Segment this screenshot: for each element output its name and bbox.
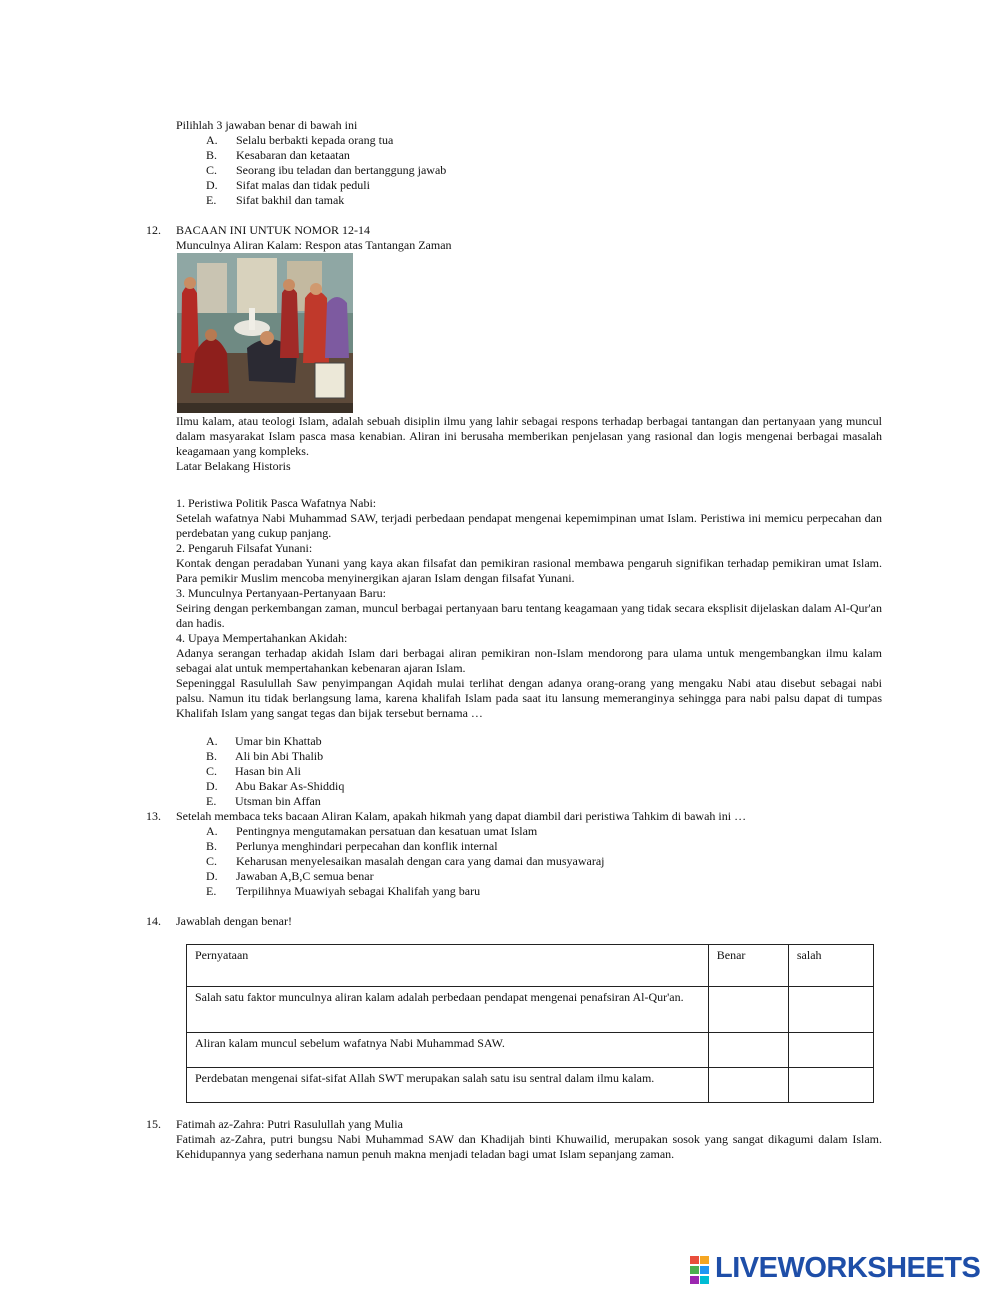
q14-number: 14. — [146, 914, 161, 928]
q14-question: Jawablah dengan benar! — [176, 914, 292, 928]
point-3-body: Seiring dengan perkembangan zaman, muncul berbagai pertanyaan baru tentang keagamaan yang tidak secara eksplisit dijelaskan dalam Al-Qur'an dan hadis. — [176, 601, 882, 630]
illustration-painting — [177, 253, 353, 413]
true-answer-cell[interactable] — [708, 1033, 788, 1068]
false-answer-cell[interactable] — [788, 987, 873, 1033]
q13-number: 13. — [146, 809, 161, 823]
q15-body: Fatimah az-Zahra, putri bungsu Nabi Muhammad SAW dan Khadijah binti Khuwailid, merupakan sosok yang sangat dikagumi dalam Islam. Kehidupannya yang sederhana namun penuh makna menjadi teladan bagi umat Islam sepanjang zaman. — [176, 1132, 882, 1161]
q12-option-d[interactable]: D. Abu Bakar As-Shiddiq — [206, 779, 345, 793]
statement-cell: Salah satu faktor munculnya aliran kalam adalah perbedaan pendapat mengenai penafsiran Al-Qur'an. — [187, 987, 709, 1033]
point-4-body: Adanya serangan terhadap akidah Islam dari berbagai aliran pemikiran non-Islam mendorong para ulama untuk mengembangkan ilmu kalam sebagai alat untuk mempertahankan kebenaran ajaran Islam. — [176, 646, 882, 675]
q12-option-b[interactable]: B. Ali bin Abi Thalib — [206, 749, 324, 763]
q13-option-c[interactable]: C. Keharusan menyelesaikan masalah dengan cara yang damai dan musyawaraj — [206, 854, 605, 868]
false-answer-cell[interactable] — [788, 1033, 873, 1068]
q15-title: Fatimah az-Zahra: Putri Rasulullah yang Mulia — [176, 1117, 403, 1131]
q11-option-a[interactable]: A. Selalu berbakti kepada orang tua — [206, 133, 394, 147]
q12-option-a[interactable]: A. Umar bin Khattab — [206, 734, 322, 748]
logo-text: LIVEWORKSHEETS — [715, 1252, 981, 1284]
q11-option-b[interactable]: B. Kesabaran dan ketaatan — [206, 148, 350, 162]
historical-illustration — [177, 253, 353, 413]
q12-number: 12. — [146, 223, 161, 237]
q13-question: Setelah membaca teks bacaan Aliran Kalam, apakah hikmah yang dapat diambil dari peristiwa Tahkim di bawah ini … — [176, 809, 747, 823]
header-true: Benar — [708, 945, 788, 987]
point-3-title: 3. Munculnya Pertanyaan-Pertanyaan Baru: — [176, 586, 386, 600]
q12-intro: Ilmu kalam, atau teologi Islam, adalah sebuah disiplin ilmu yang lahir sebagai respons terhadap berbagai tantangan dan pertanyaan yang muncul dalam masyarakat Islam pasca masa kenabian. Aliran ini berusaha memberikan penjelasan yang rasional dan logis mengenai berbagai masalah keagamaan yang kompleks. — [176, 414, 882, 458]
table-row — [187, 1068, 874, 1103]
q11-option-c[interactable]: C. Seorang ibu teladan dan bertanggung jawab — [206, 163, 447, 177]
point-1-body: Setelah wafatnya Nabi Muhammad SAW, terjadi perbedaan pendapat mengenai kepemimpinan umat Islam. Peristiwa ini memicu perpecahan dan perdebatan yang cukup panjang. — [176, 511, 882, 540]
point-2-body: Kontak dengan peradaban Yunani yang kaya akan filsafat dan pemikiran rasional membawa pengaruh signifikan terhadap pemikiran umat Islam. Para pemikir Muslim mencoba menyinergikan ajaran Islam dengan filsafat Yunani. — [176, 556, 882, 585]
q11-option-e[interactable]: E. Sifat bakhil dan tamak — [206, 193, 345, 207]
true-answer-cell[interactable] — [708, 987, 788, 1033]
q12-heading: BACAAN INI UNTUK NOMOR 12-14 — [176, 223, 370, 237]
logo-mark-icon — [690, 1256, 710, 1284]
q12-section-title: Latar Belakang Historis — [176, 459, 291, 473]
table-row — [187, 1033, 874, 1068]
header-false: salah — [788, 945, 873, 987]
header-statement: Pernyataan — [187, 945, 709, 987]
point-2-title: 2. Pengaruh Filsafat Yunani: — [176, 541, 313, 555]
table-header-row — [187, 945, 874, 987]
q11-option-d[interactable]: D. Sifat malas dan tidak peduli — [206, 178, 370, 192]
q12-question: Sepeninggal Rasulullah Saw penyimpangan Aqidah mulai terlihat dengan adanya orang-orang yang mengaku Nabi atau disebut sebagai nabi palsu. Namun itu tidak berlangsung lama, karena khalifah Islam pada saat itu lansung memeranginya sehingga para nabi palsu dapat di tumpas Khalifah Islam yang sangat tegas dan bijak tersebut bernama … — [176, 676, 882, 720]
statement-cell: Aliran kalam muncul sebelum wafatnya Nabi Muhammad SAW. — [187, 1033, 709, 1068]
q12-option-e[interactable]: E. Utsman bin Affan — [206, 794, 321, 808]
table-row — [187, 987, 874, 1033]
q12-title: Munculnya Aliran Kalam: Respon atas Tantangan Zaman — [176, 238, 452, 252]
q13-option-b[interactable]: B. Perlunya menghindari perpecahan dan konflik internal — [206, 839, 498, 853]
point-1-title: 1. Peristiwa Politik Pasca Wafatnya Nabi: — [176, 496, 377, 510]
statement-table — [186, 944, 874, 1103]
point-4-title: 4. Upaya Mempertahankan Akidah: — [176, 631, 348, 645]
statement-cell: Perdebatan mengenai sifat-sifat Allah SWT merupakan salah satu isu sentral dalam ilmu kalam. — [187, 1068, 709, 1103]
q12-option-c[interactable]: C. Hasan bin Ali — [206, 764, 301, 778]
q13-option-d[interactable]: D. Jawaban A,B,C semua benar — [206, 869, 374, 883]
q11-prompt: Pilihlah 3 jawaban benar di bawah ini — [176, 118, 358, 132]
false-answer-cell[interactable] — [788, 1068, 873, 1103]
true-answer-cell[interactable] — [708, 1068, 788, 1103]
q13-option-e[interactable]: E. Terpilihnya Muawiyah sebagai Khalifah yang baru — [206, 884, 481, 898]
q15-number: 15. — [146, 1117, 161, 1131]
q13-option-a[interactable]: A. Pentingnya mengutamakan persatuan dan kesatuan umat Islam — [206, 824, 538, 838]
